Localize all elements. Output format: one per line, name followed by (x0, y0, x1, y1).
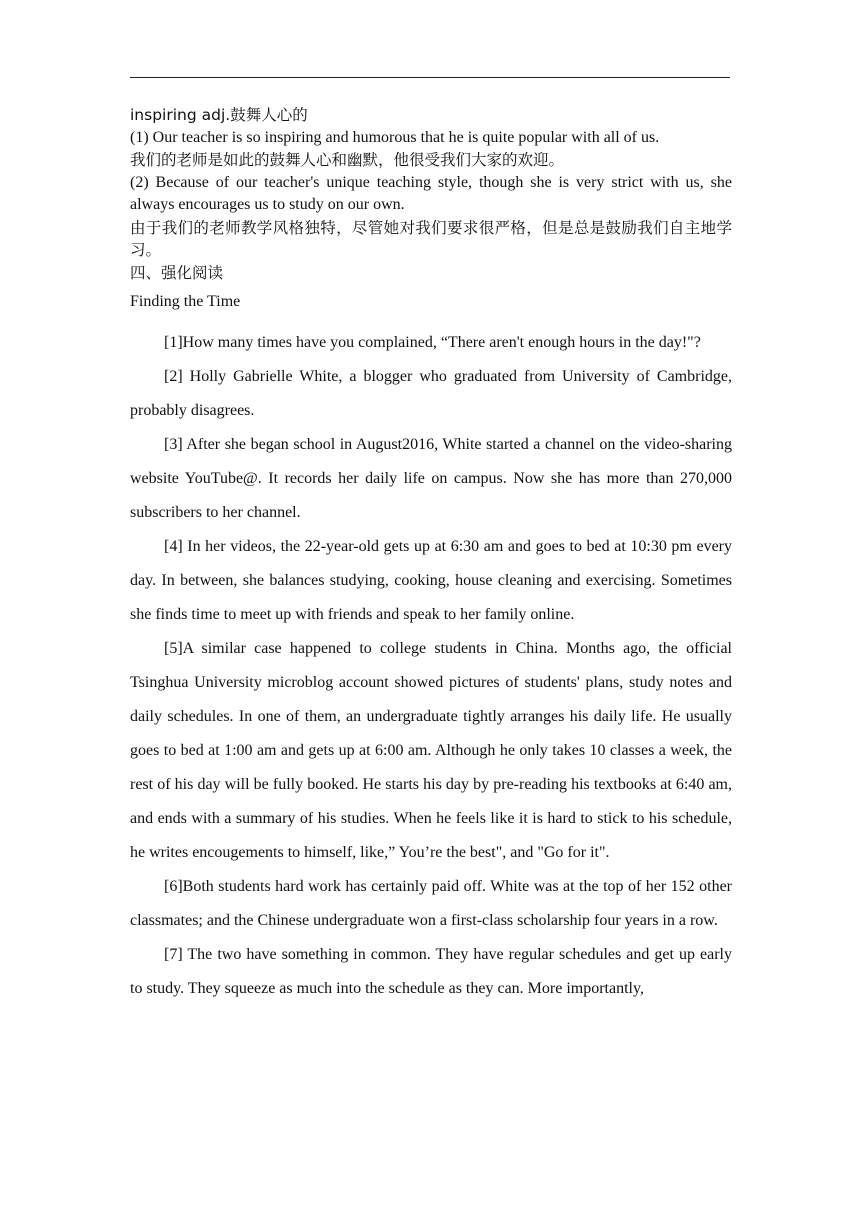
vocab-example-1-en: (1) Our teacher is so inspiring and humorous that he is quite popular with all of us. (130, 128, 660, 146)
reading-paragraph: [3] After she began school in August2016, White started a channel on the video-sharing website YouTube@. It records her daily life on campus. Now she has more than 270,000 subscribers to her channel. (130, 436, 732, 521)
vocab-headword: inspiring adj.鼓舞人心的 (130, 106, 308, 124)
section-heading: 四、强化阅读 (130, 263, 224, 282)
page-content (130, 104, 732, 1006)
reading-paragraph: [1]How many times have you complained, “There aren't enough hours in the day!"? (164, 334, 701, 351)
reading-title: Finding the Time (130, 293, 241, 310)
reading-paragraph: [2] Holly Gabrielle White, a blogger who graduated from University of Cambridge, probably disagrees. (130, 368, 732, 419)
header-rule (130, 77, 730, 78)
vocab-example-2-zh: 由于我们的老师教学风格独特，尽管她对我们要求很严格，但是总是鼓励我们自主地学习。 (130, 218, 732, 259)
reading-paragraph: [4] In her videos, the 22-year-old gets up at 6:30 am and goes to bed at 10:30 pm every day. In between, she balances studying, cooking, house cleaning and exercising. Sometimes she finds time to meet up with friends and speak to her family online. (130, 538, 732, 623)
reading-paragraph: [7] The two have something in common. They have regular schedules and get up early to study. They squeeze as much into the schedule as they can. More importantly, (130, 946, 732, 997)
reading-paragraph: [6]Both students hard work has certainly paid off. White was at the top of her 152 other classmates; and the Chinese undergraduate won a first-class scholarship four years in a row. (130, 878, 732, 929)
reading-paragraph: [5]A similar case happened to college students in China. Months ago, the official Tsinghua University microblog account showed pictures of students' plans, study notes and daily schedules. In one of them, an undergraduate tightly arranges his daily life. He usually goes to bed at 1:00 am and gets up at 6:00 am. Although he only takes 10 classes a week, the rest of his day will be fully booked. He starts his day by pre-reading his textbooks at 6:40 am, and ends with a summary of his studies. When he feels like it is hard to stick to his schedule, he writes encougements to himself, like,” You’re the best", and "Go for it". (130, 640, 732, 861)
vocab-example-2-en: (2) Because of our teacher's unique teaching style, though she is very strict with us, she always encourages us to study on our own. (130, 173, 732, 213)
vocab-example-1-zh: 我们的老师是如此的鼓舞人心和幽默，他很受我们大家的欢迎。 (130, 151, 565, 169)
